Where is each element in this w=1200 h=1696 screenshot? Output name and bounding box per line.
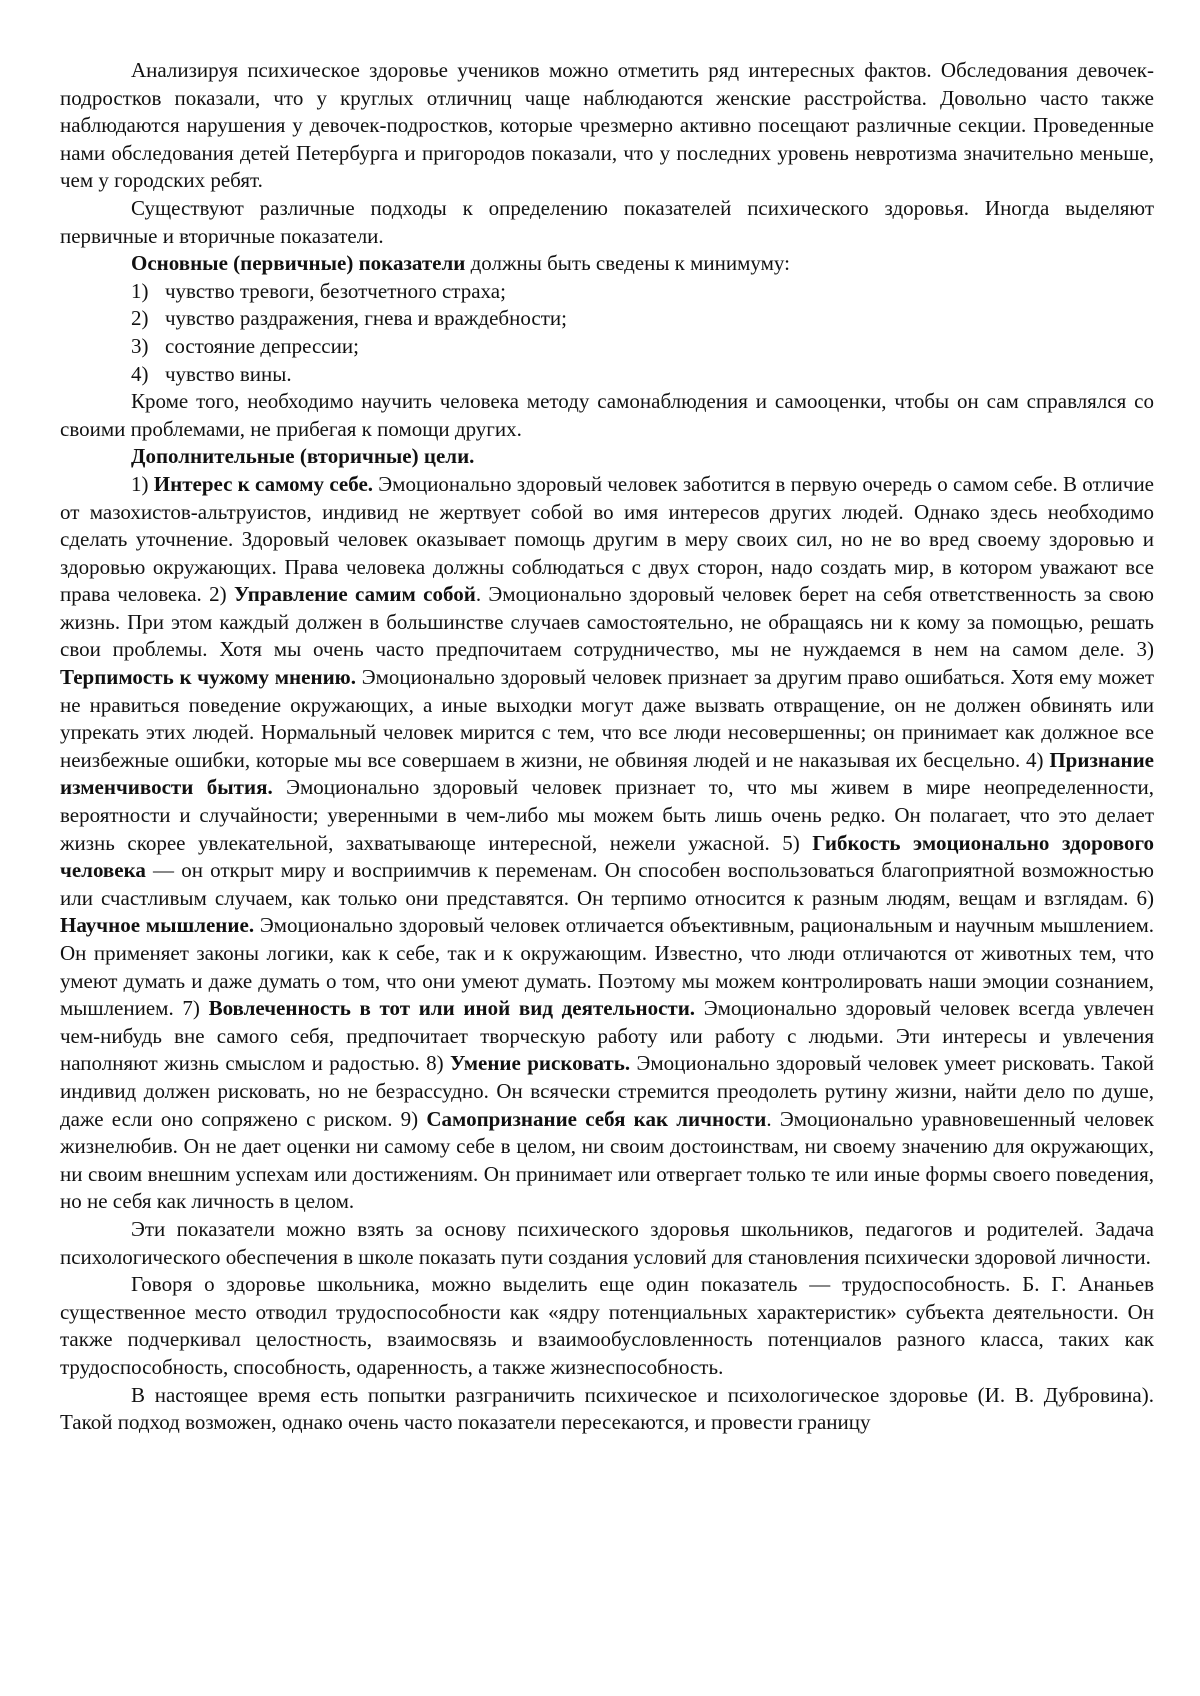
goal-title-self-management: Управление самим собой <box>234 582 476 607</box>
goal-text: Эмоционально здоровый человек умеет рисковать. Такой индивид должен рисковать, но не безрассудно. Он всячески стремится преодолеть рутину жизни, найти дело по душе, даже если оно сопряжено с риском. 9) <box>60 1051 1155 1131</box>
list-item <box>60 278 1154 306</box>
list-item-number: 4) <box>131 361 149 386</box>
goal-text: Эмоционально здоровый человек всегда увлечен чем-нибудь вне самого себя, предпочитает творческую работу или работу с людьми. Эти интересы и увлечения наполняют жизнь смыслом и радостью. 8) <box>60 996 1154 1076</box>
list-item-text: чувство вины. <box>165 361 292 386</box>
list-item-text: чувство тревоги, безотчетного страха; <box>165 278 506 303</box>
list-item-text: чувство раздражения, гнева и враждебности; <box>165 306 567 331</box>
secondary-goals-title: Дополнительные (вторичные) цели. <box>131 444 475 469</box>
goal-text: Эмоционально здоровый человек признает за другим право ошибаться. Хотя ему может не нравиться поведение окружающих, а иные выходки могут даже вызвать отвращение, он не должен обвинять или упрекать этих людей. Нормальный человек мирится с тем, что все люди несовершенны; он принимает как должное все неизбежные ошибки, которые мы все совершаем в жизни, не обвиняя людей и не наказывая их бесцельно. 4) <box>60 665 1154 772</box>
paragraph-intro: Анализируя психическое здоровье учеников можно отметить ряд интересных фактов. Обследования девочек-подростков показали, что у круглых отличниц чаще наблюдаются женские расстройства. Довольно часто также наблюдаются нарушения у девочек-подростков, которые чрезмерно активно посещают различные секции. Проведенные нами обследования детей Петербурга и пригородов показали, что у последних уровень невротизма значительно меньше, чем у городских ребят. <box>60 58 1154 193</box>
paragraph-primary-heading <box>60 250 1154 278</box>
list-item <box>60 305 1154 333</box>
goal-title-changeability: Признание изменчивости бытия. <box>60 747 1154 800</box>
paragraph-work-capacity: Говоря о здоровье школьника, можно выделить еще один показатель — трудоспособность. Б. Г. Ананьев существенное место отводил трудоспособности как «ядру потенциальных характеристик» субъекта деятельности. Он также подчеркивал целостность, взаимосвязь и взаимообусловленность потенциалов разного класса, таких как трудоспособность, способность, одаренность, а также жизнеспособность. <box>60 1272 1154 1379</box>
paragraph-self-observation: Кроме того, необходимо научить человека методу самонаблюдения и самооценки, чтобы он сам справлялся со своими проблемами, не прибегая к помощи других. <box>60 389 1154 441</box>
paragraph-secondary-goals <box>60 471 1154 1216</box>
goal-title-involvement: Вовлеченность в тот или иной вид деятельности. <box>208 996 696 1021</box>
goal-number: 1) <box>131 471 154 496</box>
paragraph-approaches: Существуют различные подходы к определению показателей психического здоровья. Иногда выделяют первичные и вторичные показатели. <box>60 195 1154 248</box>
goal-title-scientific-thinking: Научное мышление. <box>60 913 255 938</box>
goal-title-risk: Умение рисковать. <box>450 1051 631 1076</box>
goal-title-flexibility: Гибкость эмоционально здорового человека <box>60 830 1154 883</box>
primary-indicators-list <box>60 278 1154 388</box>
goal-text: Эмоционально здоровый человек отличается объективным, рациональным и научным мышлением. Он применяет законы логики, как к себе, так и к окружающим. Известно, что люди отличаются от животных тем, что умеют думать и даже думать о том, что они умеют думать. Поэтому мы можем контролировать наши эмоции сознанием, мышлением. 7) <box>60 913 1154 1021</box>
goal-text: — он открыт миру и восприимчив к переменам. Он способен воспользоваться благоприятной возможностью или счастливым случаем, как только они представятся. Он терпимо относится к разным людям, вещам и взглядам. 6) <box>60 858 1154 910</box>
paragraph-secondary-heading <box>60 443 1154 471</box>
paragraph-indicators-basis: Эти показатели можно взять за основу психического здоровья школьников, педагогов и родителей. Задача психологического обеспечения в школе показать пути создания условий для становления психически здоровой личности. <box>60 1216 1154 1269</box>
goal-title-self-acceptance: Самопризнание себя как личности <box>426 1106 767 1131</box>
list-item-text: состояние депрессии; <box>165 333 359 358</box>
goal-text: Эмоционально здоровый человек признает то, что мы живем в мире неопределенности, вероятности и случайности; уверенными в чем-либо мы можем быть лишь очень редко. Он полагает, что это делает жизнь скорее увлекательной, захватывающе интересной, нежели ужасной. 5) <box>60 775 1154 855</box>
list-item-number: 3) <box>131 333 149 358</box>
list-item-number: 2) <box>131 306 149 331</box>
goal-title-tolerance: Терпимость к чужому мнению. <box>60 665 356 690</box>
primary-indicators-text: должны быть сведены к минимуму: <box>465 251 790 276</box>
list-item-number: 1) <box>131 278 149 303</box>
goal-text: . Эмоционально здоровый человек берет на себя ответственность за свою жизнь. При этом каждый должен в большинстве случаев самостоятельно, не обращаясь ни к кому за помощью, решать свои проблемы. Хотя мы очень часто предпочитаем сотрудничество, мы не нуждаемся в нем на самом деле. 3) <box>60 582 1154 662</box>
goal-text: . Эмоционально уравновешенный человек жизнелюбив. Он не дает оценки ни самому себе в целом, ни своим достоинствам, ни своему значению для окружающих, ни своим внешним успехам или достижениям. Он принимает или отвергает только те или иные формы своего поведения, но не себя как личность в целом. <box>60 1106 1154 1214</box>
primary-indicators-title: Основные (первичные) показатели <box>131 251 466 276</box>
goal-title-self-interest: Интерес к самому себе. <box>153 471 374 496</box>
goal-text: Эмоционально здоровый человек заботится в первую очередь о самом себе. В отличие от мазохистов-альтруистов, индивид не жертвует собой во имя интересов других людей. Однако здесь необходимо сделать уточнение. Здоровый человек оказывает помощь другим в меру своих сил, но не во вред своему здоровью и здоровью окружающих. Права человека должны соблюдаться с двух сторон, надо создать мир, в котором уважают все права человека. 2) <box>60 471 1154 607</box>
paragraph-psychological-health: В настоящее время есть попытки разграничить психическое и психологическое здоровье (И. В. Дубровина). Такой подход возможен, однако очень часто показатели пересекаются, и провести границу <box>60 1382 1154 1435</box>
list-item <box>60 333 1154 361</box>
list-item <box>60 361 1154 389</box>
